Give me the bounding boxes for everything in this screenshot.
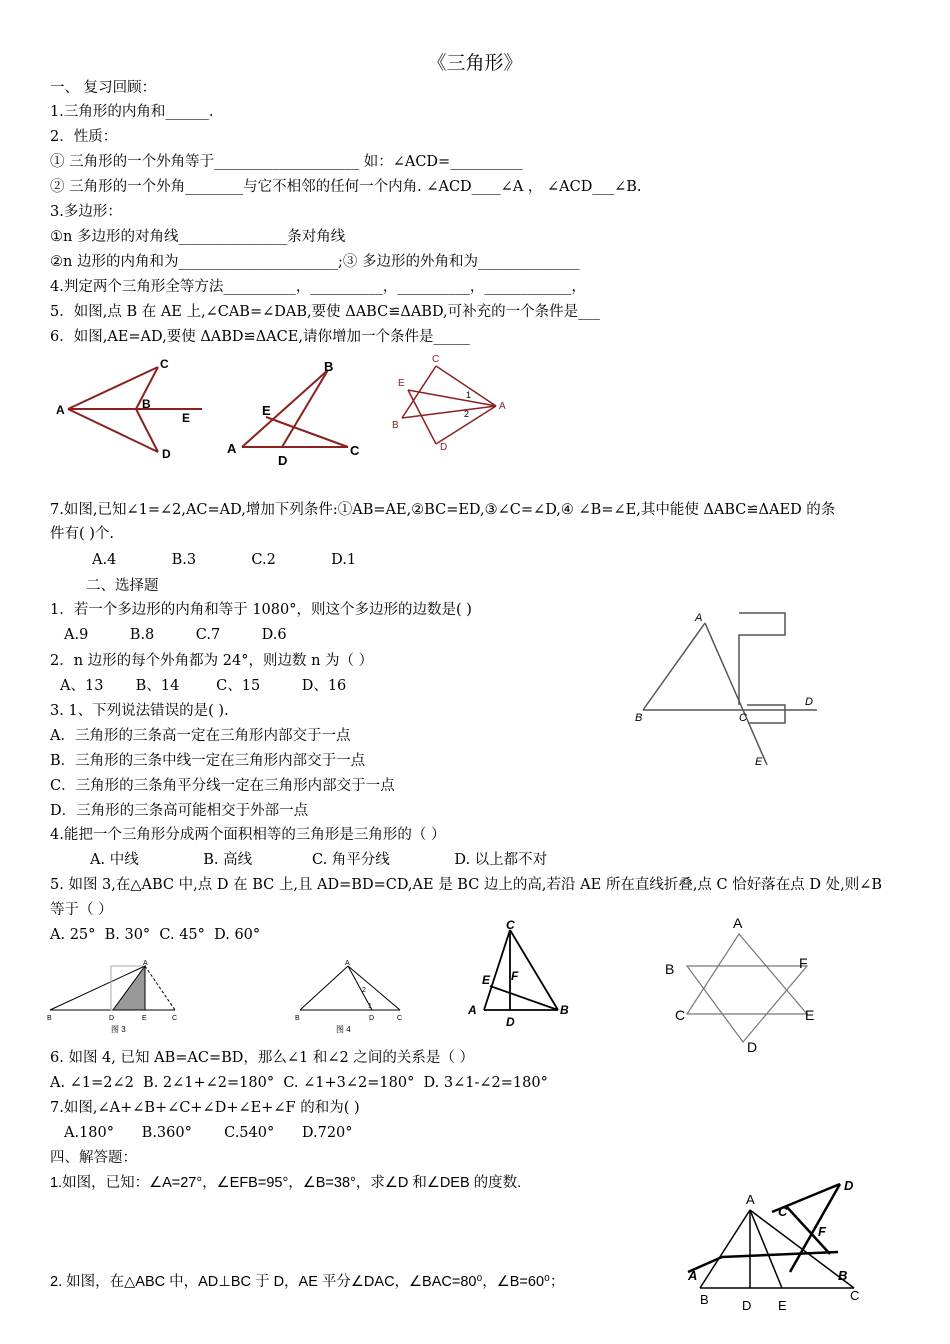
- review-item-3-1: ①n 多边形的对角线_______________条对角线: [50, 229, 346, 245]
- label-c: C: [506, 918, 515, 932]
- label-a: A: [56, 403, 65, 417]
- figure-3: [45, 958, 185, 1036]
- choice-q1: 1．若一个多边形的内角和等于 1080°，则这个多边形的边数是( ): [50, 602, 472, 618]
- label-d: D: [278, 453, 288, 468]
- label-a: A: [733, 915, 743, 931]
- figure-q7: [388, 350, 518, 455]
- label-e: E: [805, 1007, 815, 1023]
- choice-q2-options: A、13 B、14 C、15 D、16: [60, 678, 347, 694]
- figure-exterior-angle: [625, 605, 825, 775]
- section-review-heading: 一、 复习回顾：: [50, 80, 157, 96]
- choice-q5-line-2: 等于（ ）: [50, 902, 113, 918]
- q7-text-line-1: 7.如图,已知∠1=∠2,AC=AD,增加下列条件:①AB=AE,②BC=ED,③∠C=∠D,④ ∠B=∠E,其中能使 ΔABC≌ΔAED 的条: [50, 502, 836, 518]
- label-a: A: [345, 960, 350, 967]
- label-d: D: [506, 1015, 515, 1029]
- page-title: 《三角形》: [427, 52, 523, 74]
- label-e: E: [482, 973, 491, 987]
- angle-1-label: 1: [466, 390, 472, 400]
- review-item-1: 1.三角形的内角和______.: [50, 104, 214, 120]
- label-c: C: [160, 357, 169, 371]
- choice-q3-c: C．三角形的三条角平分线一定在三角形内部交于一点: [50, 778, 395, 794]
- review-item-3: 3.多边形：: [50, 204, 122, 220]
- review-item-2-2: ② 三角形的一个外角________与它不相邻的任何一个内角. ∠ACD____∠A ， ∠ACD___∠B.: [50, 179, 642, 195]
- label-c: C: [778, 1204, 788, 1219]
- label-c: C: [172, 1015, 178, 1022]
- label-d: D: [844, 1178, 854, 1193]
- choice-q6: 6. 如图 4, 已知 AB=AC=BD，那么∠1 和∠2 之间的关系是（ ）: [50, 1050, 474, 1066]
- choice-q7: 7.如图,∠A+∠B+∠C+∠D+∠E+∠F 的和为( ): [50, 1100, 360, 1116]
- review-item-3-2: ②n 边形的内角和为______________________;③ 多边形的外角和为______________: [50, 254, 580, 270]
- figure-q6: [222, 355, 372, 470]
- label-f: F: [799, 955, 808, 971]
- label-c: C: [739, 712, 747, 724]
- review-item-6: 6．如图,AE=AD,要使 ΔABD≌ΔACE,请你增加一个条件是_____: [50, 329, 470, 345]
- figure-3-caption: 图 3: [111, 1025, 126, 1034]
- angle-2-label: 2: [362, 987, 366, 994]
- label-d: D: [742, 1298, 752, 1313]
- label-b: B: [295, 1015, 300, 1022]
- label-b: B: [635, 712, 643, 724]
- label-a: A: [746, 1192, 755, 1207]
- label-e: E: [398, 378, 405, 389]
- answer-q2: 2. 如图，在△ABC 中，AD⊥BC 于 D，AE 平分∠DAC，∠BAC=80⁰，∠B=60⁰；: [50, 1274, 565, 1290]
- q7-options: A.4 B.3 C.2 D.1: [92, 552, 357, 568]
- figure-hexagram: [655, 908, 830, 1058]
- label-d: D: [805, 696, 813, 708]
- label-d: D: [369, 1015, 375, 1022]
- choice-q4: 4.能把一个三角形分成两个面积相等的三角形是三角形的（ ）: [50, 827, 446, 843]
- choice-q3-d: D．三角形的三条高可能相交于外部一点: [50, 803, 309, 819]
- figure-answer-q2: [690, 1188, 870, 1313]
- choice-q3: 3. 1、下列说法错误的是( ).: [50, 703, 229, 719]
- label-f: F: [511, 969, 519, 983]
- label-b: B: [47, 1015, 52, 1022]
- label-a: A: [468, 1003, 477, 1017]
- label-b: B: [392, 420, 399, 431]
- angle-2-label: 2: [464, 409, 470, 419]
- label-f: F: [818, 1224, 826, 1239]
- choice-q4-options: A. 中线 B. 高线 C. 角平分线 D. 以上都不对: [90, 852, 548, 868]
- label-c: C: [397, 1015, 403, 1022]
- label-e: E: [778, 1298, 787, 1313]
- label-e: E: [182, 411, 191, 425]
- choice-q3-b: B．三角形的三条中线一定在三角形内部交于一点: [50, 753, 366, 769]
- review-item-4: 4.判定两个三角形全等方法__________，__________，__________，____________，: [50, 279, 586, 295]
- label-c: C: [432, 354, 440, 365]
- label-b: B: [142, 397, 151, 411]
- section-choice-heading: 二、选择题: [86, 578, 159, 594]
- choice-q5-line-1: 5. 如图 3,在△ABC 中,点 D 在 BC 上,且 AD=BD=CD,AE 是 BC 边上的高,若沿 AE 所在直线折叠,点 C 恰好落在点 D 处,则∠B: [50, 877, 882, 893]
- label-b: B: [665, 961, 675, 977]
- label-e: E: [142, 1015, 147, 1022]
- label-a: A: [227, 441, 237, 456]
- figure-altitude-triangle: [462, 918, 577, 1030]
- label-b: B: [560, 1003, 569, 1017]
- label-d: D: [162, 447, 171, 461]
- choice-q5-options: A. 25° B. 30° C. 45° D. 60°: [50, 927, 261, 943]
- label-b: B: [700, 1292, 709, 1307]
- label-a: A: [499, 401, 506, 412]
- label-a: A: [688, 1268, 698, 1283]
- label-b: B: [324, 359, 334, 374]
- choice-q6-options: A. ∠1=2∠2 B. 2∠1+∠2=180° C. ∠1+3∠2=180° D. 3∠1-∠2=180°: [50, 1075, 548, 1091]
- label-a: A: [695, 612, 703, 624]
- label-e: E: [262, 403, 271, 418]
- choice-q1-options: A.9 B.8 C.7 D.6: [64, 627, 287, 643]
- label-c: C: [675, 1007, 686, 1023]
- figure-4: [292, 958, 412, 1036]
- label-e: E: [755, 756, 763, 768]
- label-c: C: [850, 1288, 860, 1303]
- review-item-2-1: ① 三角形的一个外角等于____________________ 如：∠ACD=__________: [50, 154, 523, 170]
- angle-1-label: 1: [368, 1003, 372, 1010]
- label-c: C: [350, 443, 360, 458]
- section-answer-heading: 四、解答题：: [50, 1150, 137, 1166]
- figure-4-caption: 图 4: [336, 1025, 351, 1034]
- label-d: D: [109, 1015, 115, 1022]
- review-item-5: 5．如图,点 B 在 AE 上,∠CAB=∠DAB,要使 ΔABC≌ΔABD,可补充的一个条件是___: [50, 304, 600, 320]
- label-d: D: [440, 442, 448, 453]
- figure-q5: [50, 352, 220, 467]
- label-d: D: [747, 1039, 758, 1055]
- choice-q7-options: A.180° B.360° C.540° D.720°: [64, 1125, 353, 1141]
- label-a: A: [143, 960, 148, 967]
- q7-text-line-2: 件有( )个.: [50, 526, 115, 542]
- review-item-2: 2．性质：: [50, 129, 118, 145]
- answer-q1: 1.如图，已知：∠A=27°，∠EFB=95°，∠B=38°，求∠D 和∠DEB 的度数.: [50, 1175, 522, 1191]
- choice-q2: 2．n 边形的每个外角都为 24°，则边数 n 为（ ）: [50, 653, 374, 669]
- label-b: B: [838, 1268, 848, 1283]
- choice-q3-a: A．三角形的三条高一定在三角形内部交于一点: [50, 728, 351, 744]
